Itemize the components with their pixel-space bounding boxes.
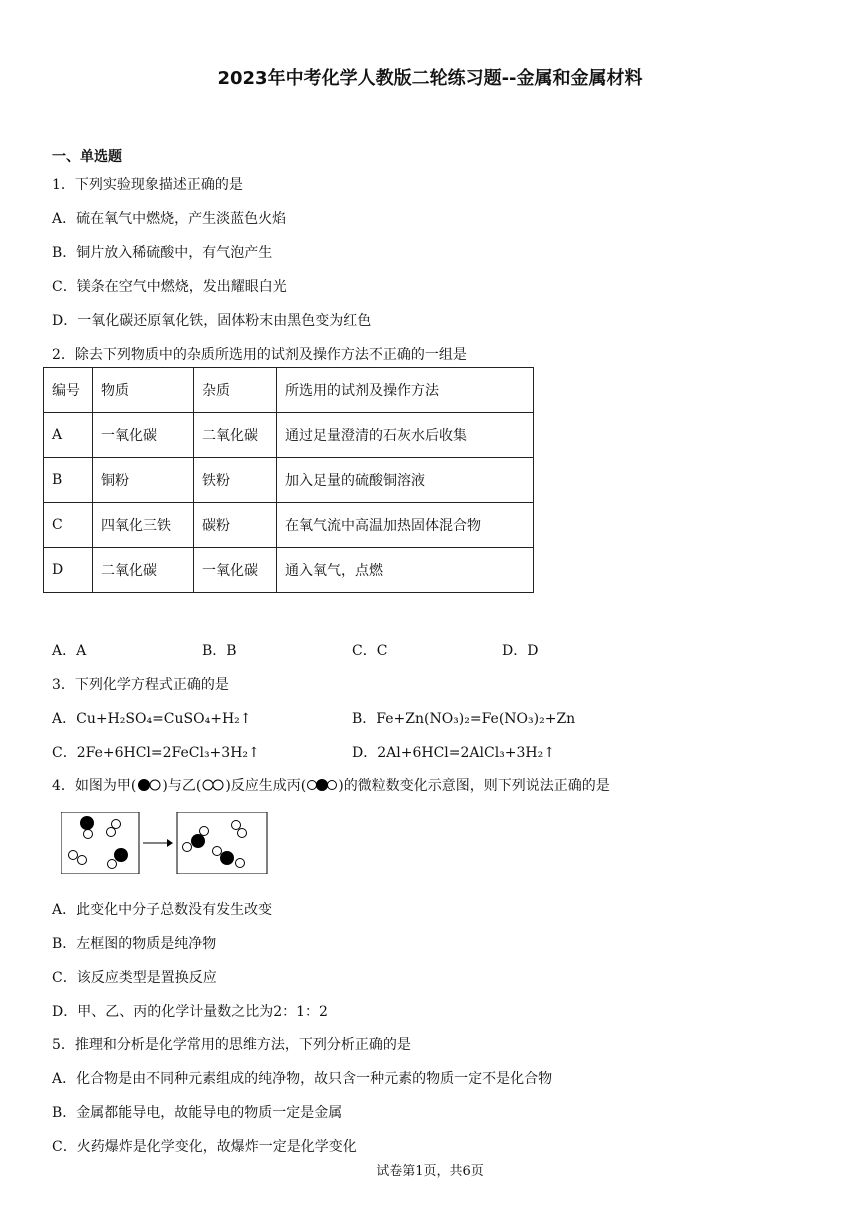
q2-stem: 2．除去下列物质中的杂质所选用的试剂及操作方法不正确的一组是 <box>52 347 467 363</box>
q4-option-d: D．甲、乙、丙的化学计量数之比为2：1：2 <box>52 1004 328 1020</box>
q2-table <box>43 367 534 593</box>
molecule-jia-icon <box>136 777 162 793</box>
table-cell: A <box>44 413 93 458</box>
table-cell: 二氧化碳 <box>194 413 277 458</box>
q1-option-a: A．硫在氧气中燃烧，产生淡蓝色火焰 <box>52 211 287 227</box>
table-cell: 加入足量的硫酸铜溶液 <box>277 458 534 503</box>
table-row <box>44 413 534 458</box>
molecule-bing-icon <box>306 777 338 793</box>
page-title: 2023年中考化学人教版二轮练习题--金属和金属材料 <box>217 68 643 89</box>
molecule-yi-icon <box>201 777 225 793</box>
q5-stem: 5．推理和分析是化学常用的思维方法，下列分析正确的是 <box>52 1037 411 1053</box>
q4-stem <box>52 775 610 795</box>
table-cell: 二氧化碳 <box>93 548 194 593</box>
q4-option-b: B．左框图的物质是纯净物 <box>52 936 217 952</box>
table-cell: 通入氧气，点燃 <box>277 548 534 593</box>
page-footer: 试卷第1页，共6页 <box>376 1164 484 1179</box>
table-cell: 通过足量澄清的石灰水后收集 <box>277 413 534 458</box>
q1-stem: 1．下列实验现象描述正确的是 <box>52 177 243 193</box>
q4-stem-part4: )的微粒数变化示意图，则下列说法正确的是 <box>338 778 610 794</box>
q3-option-c: C．2Fe+6HCl=2FeCl₃+3H₂↑ <box>52 745 260 761</box>
table-header-cell: 编号 <box>44 368 93 413</box>
table-row <box>44 548 534 593</box>
table-cell: 在氧气流中高温加热固体混合物 <box>277 503 534 548</box>
table-cell: 铜粉 <box>93 458 194 503</box>
table-header-cell: 杂质 <box>194 368 277 413</box>
q1-option-b: B．铜片放入稀硫酸中，有气泡产生 <box>52 245 273 261</box>
q2-option-d: D．D <box>502 643 539 659</box>
q5-option-b: B．金属都能导电，故能导电的物质一定是金属 <box>52 1105 343 1121</box>
table-row <box>44 503 534 548</box>
table-cell: 铁粉 <box>194 458 277 503</box>
q3-option-b: B．Fe+Zn(NO₃)₂=Fe(NO₃)₂+Zn <box>352 711 576 727</box>
q4-stem-part3: )反应生成丙( <box>225 778 307 794</box>
q5-option-a: A．化合物是由不同种元素组成的纯净物，故只含一种元素的物质一定不是化合物 <box>52 1071 553 1087</box>
table-cell: 碳粉 <box>194 503 277 548</box>
table-cell: 四氧化三铁 <box>93 503 194 548</box>
q4-option-c: C．该反应类型是置换反应 <box>52 970 217 986</box>
table-header-cell: 物质 <box>93 368 194 413</box>
q2-option-c: C．C <box>352 643 388 659</box>
table-header-cell: 所选用的试剂及操作方法 <box>277 368 534 413</box>
arrow-icon <box>143 839 173 847</box>
right-box <box>177 812 267 874</box>
section-heading: 一、单选题 <box>52 149 122 165</box>
q3-option-a: A．Cu+H₂SO₄=CuSO₄+H₂↑ <box>52 711 252 727</box>
q2-option-b: B．B <box>202 643 237 659</box>
table-cell: B <box>44 458 93 503</box>
table-row <box>44 458 534 503</box>
table-cell: D <box>44 548 93 593</box>
left-box <box>61 812 139 874</box>
q4-stem-part1: 4．如图为甲( <box>52 778 137 794</box>
q5-option-c: C．火药爆炸是化学变化，故爆炸一定是化学变化 <box>52 1139 357 1155</box>
q3-stem: 3．下列化学方程式正确的是 <box>52 677 229 693</box>
q1-option-c: C．镁条在空气中燃烧，发出耀眼白光 <box>52 279 287 295</box>
table-cell: C <box>44 503 93 548</box>
q4-option-a: A．此变化中分子总数没有发生改变 <box>52 902 273 918</box>
q1-option-d: D．一氧化碳还原氧化铁，固体粉末由黑色变为红色 <box>52 313 372 329</box>
table-header-row <box>44 368 534 413</box>
reaction-diagram <box>61 812 341 874</box>
table-cell: 一氧化碳 <box>93 413 194 458</box>
table-cell: 一氧化碳 <box>194 548 277 593</box>
q2-option-a: A．A <box>52 643 87 659</box>
q3-option-d: D．2Al+6HCl=2AlCl₃+3H₂↑ <box>352 745 555 761</box>
q4-stem-part2: )与乙( <box>162 778 202 794</box>
